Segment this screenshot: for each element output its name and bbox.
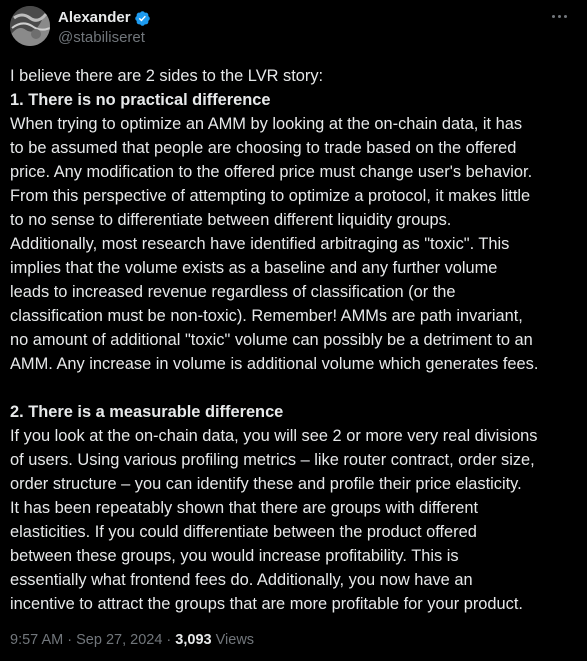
- tweet-text-line: implies that the volume exists as a baseline and any further volume: [10, 259, 498, 277]
- tweet-text-line: essentially what frontend fees do. Additionally, you now have an: [10, 571, 473, 589]
- author-name-row: [58, 8, 151, 28]
- tweet-heading-line: 1. There is no practical difference: [10, 91, 271, 109]
- tweet-heading-line: 2. There is a measurable difference: [10, 403, 284, 421]
- tweet-date: Sep 27, 2024: [76, 632, 163, 648]
- tweet-text: [10, 64, 580, 616]
- tweet-timestamp-link[interactable]: [10, 632, 162, 648]
- tweet-text-line: AMM. Any increase in volume is additional volume which generates fees.: [10, 355, 539, 373]
- tweet-text-line: leads to increased revenue regardless of classification (or the: [10, 283, 456, 301]
- tweet-text-line: When trying to optimize an AMM by looking at the on-chain data, it has: [10, 115, 523, 133]
- views-link[interactable]: [175, 632, 254, 648]
- tweet-text-line: Additionally, most research have identified arbitraging as "toxic". This: [10, 235, 510, 253]
- paragraph-gap: [10, 376, 580, 400]
- tweet-text-line: elasticities. If you could differentiate between the product offered: [10, 523, 477, 541]
- verified-badge-icon: [134, 10, 151, 27]
- tweet-text-line: between these groups, you would increase profitability. This is: [10, 547, 459, 565]
- tweet-text-line: incentive to attract the groups that are more profitable for your product.: [10, 595, 523, 613]
- tweet-text-line: order structure – you can identify these and profile their price elasticity.: [10, 475, 522, 493]
- tweet-text-line: I believe there are 2 sides to the LVR story:: [10, 67, 324, 85]
- avatar[interactable]: [10, 6, 50, 46]
- tweet-text-line: price. Any modification to the offered price must change user's behavior.: [10, 163, 533, 181]
- tweet-text-line: of users. Using various profiling metrics – like router contract, order size,: [10, 451, 535, 469]
- avatar-image: [10, 6, 50, 46]
- more-horizontal-icon[interactable]: [547, 6, 571, 26]
- author-handle[interactable]: @stabiliseret: [58, 29, 145, 46]
- tweet-text-line: It has been repeatably shown that there are groups with different: [10, 499, 479, 517]
- tweet-text-line: classification must be non-toxic). Remember! AMMs are path invariant,: [10, 307, 523, 325]
- views-label: Views: [215, 632, 255, 648]
- meta-separator: ·: [67, 632, 73, 648]
- tweet-text-line: no amount of additional "toxic" volume can possibly be a detriment to an: [10, 331, 533, 349]
- tweet-meta: [10, 630, 254, 650]
- tweet-text-line: From this perspective of attempting to optimize a protocol, it makes little: [10, 187, 531, 205]
- tweet-text-line: If you look at the on-chain data, you will see 2 or more very real divisions: [10, 427, 538, 445]
- author-display-name[interactable]: Alexander: [58, 9, 131, 26]
- views-count: 3,093: [175, 632, 212, 648]
- tweet-time: 9:57 AM: [10, 632, 64, 648]
- tweet-text-line: to no sense to differentiate between different liquidity groups.: [10, 211, 452, 229]
- tweet-text-line: to be assumed that people are choosing to trade based on the offered: [10, 139, 517, 157]
- meta-separator: ·: [166, 632, 172, 648]
